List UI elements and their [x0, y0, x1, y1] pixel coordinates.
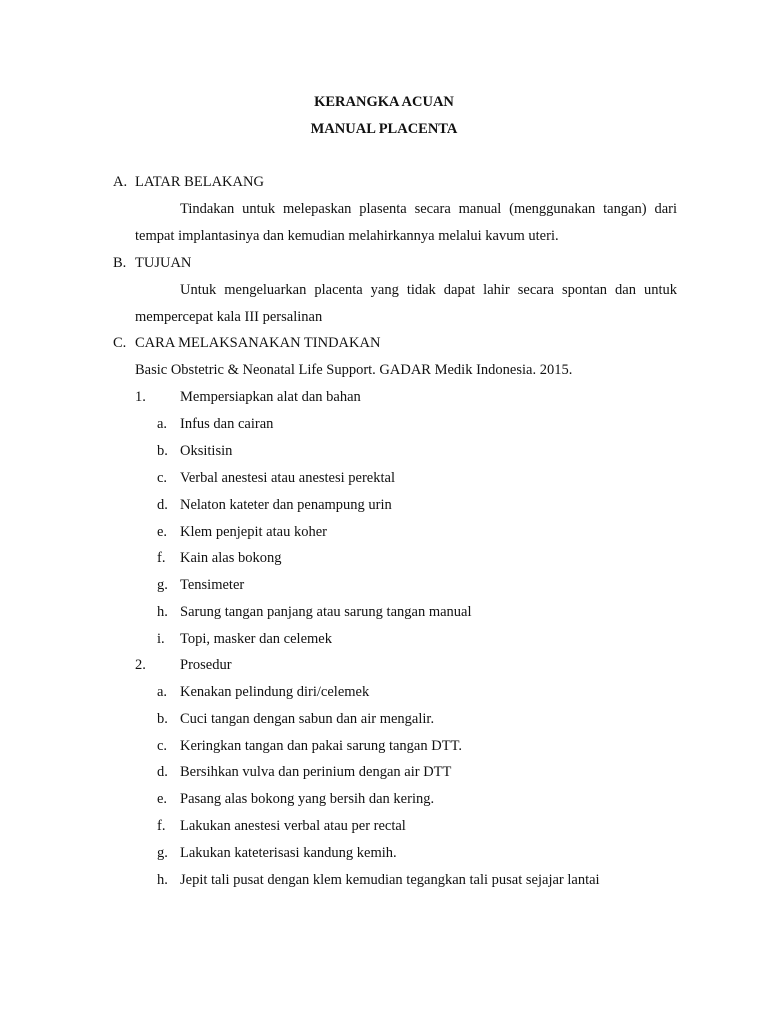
list-item: Sarung tangan panjang atau sarung tangan manual	[180, 604, 472, 620]
list-item-letter: i.	[157, 631, 165, 647]
list-item-letter: c.	[157, 738, 168, 754]
list-item-letter: a.	[157, 416, 168, 432]
list-item-letter: h.	[157, 872, 168, 888]
list-item-letter: d.	[157, 764, 168, 780]
section-a-paragraph-line2: tempat implantasinya dan kemudian melahirkannya melalui kavum uteri.	[135, 228, 559, 244]
list-item: Oksitisin	[180, 443, 233, 459]
list-item: Nelaton kateter dan penampung urin	[180, 497, 392, 513]
list-item: Cuci tangan dengan sabun dan air mengalir.	[180, 711, 435, 727]
list-item: Tensimeter	[180, 577, 245, 593]
list-item-letter: e.	[157, 791, 168, 807]
section-c-letter: C.	[113, 335, 127, 351]
list-item-letter: e.	[157, 524, 168, 540]
section-c-heading: CARA MELAKSANAKAN TINDAKAN	[135, 335, 381, 351]
list-item: Pasang alas bokong yang bersih dan kering.	[180, 791, 435, 807]
list-item-letter: a.	[157, 684, 168, 700]
list-item-letter: b.	[157, 443, 168, 459]
step-2-label: Prosedur	[180, 657, 232, 673]
list-item-letter: g.	[157, 577, 168, 593]
section-b-letter: B.	[113, 255, 127, 271]
list-item-letter: d.	[157, 497, 168, 513]
list-item: Verbal anestesi atau anestesi perektal	[180, 470, 395, 486]
section-b-paragraph-line2: mempercepat kala III persalinan	[135, 309, 323, 325]
list-item: Bersihkan vulva dan perinium dengan air DTT	[180, 764, 452, 780]
section-c-reference: Basic Obstetric & Neonatal Life Support. GADAR Medik Indonesia. 2015.	[135, 362, 573, 378]
step-1-number: 1.	[135, 389, 146, 405]
list-item-letter: c.	[157, 470, 168, 486]
section-a-heading: LATAR BELAKANG	[135, 174, 264, 190]
list-item: Topi, masker dan celemek	[180, 631, 332, 647]
list-item-letter: g.	[157, 845, 168, 861]
section-a-paragraph-line1: Tindakan untuk melepaskan plasenta secara manual (menggunakan tangan) dari	[180, 201, 677, 217]
step-1-label: Mempersiapkan alat dan bahan	[180, 389, 361, 405]
section-b-heading: TUJUAN	[135, 255, 192, 271]
list-item-letter: h.	[157, 604, 168, 620]
list-item-letter: b.	[157, 711, 168, 727]
document-title-line2: MANUAL PLACENTA	[310, 121, 458, 137]
list-item: Kain alas bokong	[180, 550, 282, 566]
list-item: Keringkan tangan dan pakai sarung tangan DTT.	[180, 738, 462, 754]
list-item: Klem penjepit atau koher	[180, 524, 327, 540]
list-item-letter: f.	[157, 818, 166, 834]
list-item-letter: f.	[157, 550, 166, 566]
list-item: Lakukan anestesi verbal atau per rectal	[180, 818, 406, 834]
list-item: Lakukan kateterisasi kandung kemih.	[180, 845, 397, 861]
document-title-line1: KERANGKA ACUAN	[314, 94, 454, 110]
list-item: Kenakan pelindung diri/celemek	[180, 684, 370, 700]
list-item: Infus dan cairan	[180, 416, 274, 432]
section-b-paragraph-line1: Untuk mengeluarkan placenta yang tidak dapat lahir secara spontan dan untuk	[180, 282, 677, 298]
step-2-number: 2.	[135, 657, 146, 673]
section-a-letter: A.	[113, 174, 128, 190]
list-item: Jepit tali pusat dengan klem kemudian tegangkan tali pusat sejajar lantai	[180, 872, 600, 888]
